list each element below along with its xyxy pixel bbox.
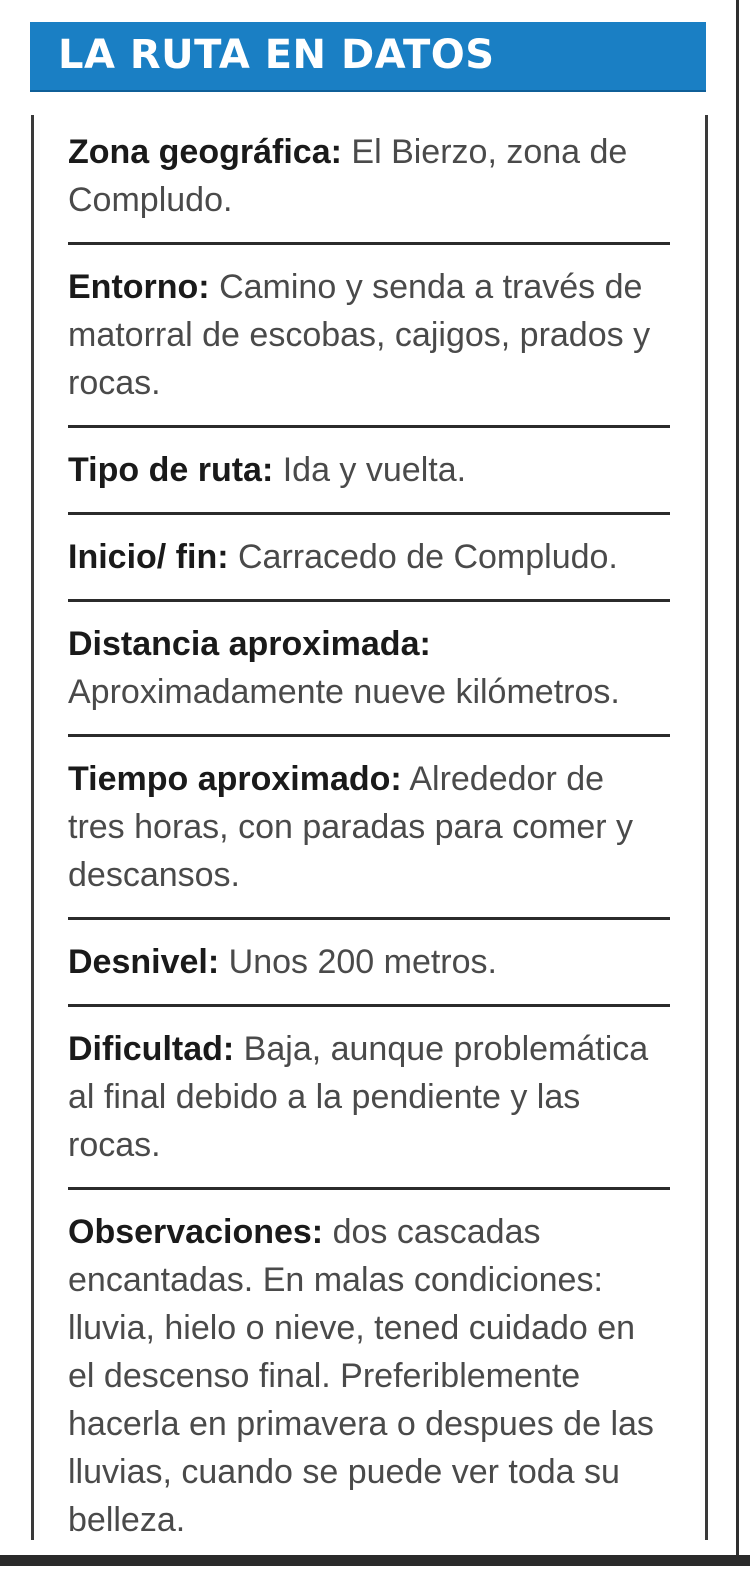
entry-label: Zona geográfica: [68,133,342,171]
right-divider [705,115,708,1540]
entry-entorno [68,263,670,428]
entry-value: Ida y vuelta. [282,451,467,489]
entry-value: Baja, aunque problemática al final debido a la pendiente y las rocas. [68,1030,649,1164]
entry-label: Desnivel: [68,943,220,981]
entry-label: Tiempo aproximado: [68,760,402,798]
route-data-list [68,128,670,1580]
header-bar [30,22,706,92]
left-divider [31,115,34,1540]
entry-label: Distancia aproximada: [68,625,431,663]
entry-dificultad [68,1025,670,1190]
entry-value: Carracedo de Compludo. [238,538,618,576]
entry-observaciones [68,1208,670,1562]
entry-tiempo-aproximado [68,755,670,920]
entry-inicio-fin [68,533,670,602]
page-title: LA RUTA EN DATOS [58,32,495,78]
entry-zona-geografica [68,128,670,245]
entry-value: Aproximadamente nueve kilómetros. [68,673,620,711]
entry-label: Tipo de ruta: [68,451,274,489]
entry-tipo-de-ruta [68,446,670,515]
entry-value: dos cascadas encantadas. En malas condiciones: lluvia, hielo o nieve, tened cuidado en el descenso final. Preferiblemente hacerla en primavera o despues de las lluvias, cuando se puede ver toda su belleza. [68,1213,654,1539]
entry-label: Entorno: [68,268,210,306]
page-edge-divider [736,0,739,1566]
entry-value: Alrededor de tres horas, con paradas para comer y descansos. [68,760,634,894]
entry-label: Observaciones: [68,1213,324,1251]
entry-label: Inicio/ fin: [68,538,229,576]
entry-label: Dificultad: [68,1030,235,1068]
entry-desnivel [68,938,670,1007]
entry-distancia-aproximada [68,620,670,737]
entry-value: El Bierzo, zona de Compludo. [68,133,628,219]
entry-value: Unos 200 metros. [228,943,497,981]
entry-value: Camino y senda a través de matorral de escobas, cajigos, prados y rocas. [68,268,651,402]
